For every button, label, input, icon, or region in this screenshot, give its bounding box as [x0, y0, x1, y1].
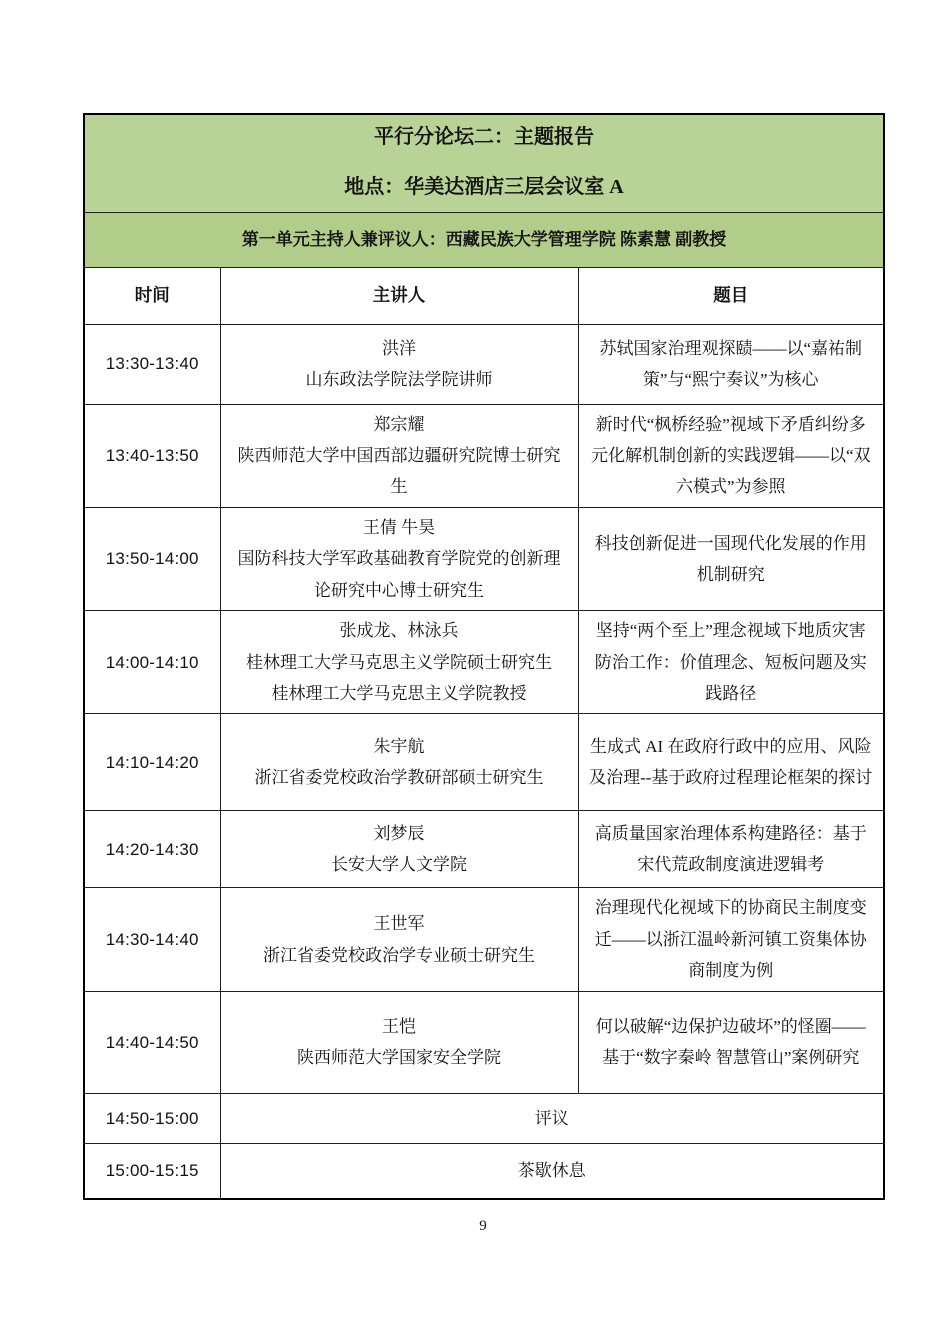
- time-cell: 15:00-15:15: [84, 1143, 220, 1199]
- topic-cell: 新时代“枫桥经验”视域下矛盾纠纷多元化解机制创新的实践逻辑——以“双六模式”为参照: [578, 404, 884, 507]
- footer-label-cell: 茶歇休息: [220, 1143, 884, 1199]
- speaker-cell: [220, 714, 578, 811]
- topic-cell: 科技创新促进一国现代化发展的作用机制研究: [578, 507, 884, 610]
- table-row: [84, 324, 884, 404]
- schedule-table: [83, 113, 885, 1200]
- session-host: 第一单元主持人兼评议人：西藏民族大学管理学院 陈素慧 副教授: [84, 212, 884, 267]
- table-footer-row: [84, 1093, 884, 1143]
- table-row: [84, 611, 884, 714]
- speaker-line: 王恺: [382, 1016, 416, 1036]
- table-row: [84, 991, 884, 1093]
- speaker-line: 山东政法学院法学院讲师: [305, 370, 493, 389]
- table-row: [84, 714, 884, 811]
- col-header-speaker: 主讲人: [220, 267, 578, 324]
- time-cell: 14:20-14:30: [84, 811, 220, 888]
- speaker-line: 桂林理工大学马克思主义学院硕士研究生: [246, 652, 552, 672]
- topic-cell: 何以破解“边保护边破坏”的怪圈——基于“数字秦岭 智慧管山”案例研究: [578, 991, 884, 1093]
- speaker-cell: [220, 811, 578, 888]
- time-cell: 13:40-13:50: [84, 404, 220, 507]
- speaker-line: 桂林理工大学马克思主义学院教授: [271, 684, 527, 703]
- speaker-line: 刘梦辰: [373, 824, 425, 843]
- col-header-time: 时间: [84, 267, 220, 324]
- time-cell: 14:10-14:20: [84, 714, 220, 811]
- speaker-cell: [220, 991, 578, 1093]
- speaker-cell: [220, 404, 578, 507]
- topic-cell: 治理现代化视域下的协商民主制度变迁——以浙江温岭新河镇工资集体协商制度为例: [578, 888, 884, 991]
- forum-header-cell: [84, 114, 884, 212]
- time-cell: 14:30-14:40: [84, 888, 220, 991]
- speaker-line: 朱宇航: [373, 737, 425, 756]
- col-header-topic: 题目: [578, 267, 884, 324]
- time-cell: 13:50-14:00: [84, 507, 220, 610]
- speaker-line: 浙江省委党校政治学专业硕士研究生: [263, 945, 535, 965]
- speaker-line: 王倩 牛昊: [362, 517, 436, 537]
- speaker-cell: [220, 507, 578, 610]
- topic-cell: 生成式 AI 在政府行政中的应用、风险及治理--基于政府过程理论框架的探讨: [578, 714, 884, 811]
- speaker-line: 浙江省委党校政治学教研部硕士研究生: [254, 768, 544, 788]
- speaker-line: 郑宗耀: [373, 414, 425, 434]
- time-cell: 14:40-14:50: [84, 991, 220, 1093]
- speaker-line: 王世军: [373, 914, 425, 934]
- speaker-line: 陕西师范大学国家安全学院: [297, 1048, 501, 1068]
- table-row: [84, 404, 884, 507]
- time-cell: 13:30-13:40: [84, 324, 220, 404]
- speaker-line: 国防科技大学军政基础教育学院党的创新理论研究中心博士研究生: [237, 549, 561, 600]
- speaker-line: 张成龙、林泳兵: [339, 621, 459, 641]
- footer-label-cell: 评议: [220, 1093, 884, 1143]
- session-host-row: [84, 212, 884, 267]
- table-row: [84, 507, 884, 610]
- time-cell: 14:50-15:00: [84, 1093, 220, 1143]
- speaker-cell: [220, 324, 578, 404]
- speaker-cell: [220, 888, 578, 991]
- speaker-line: 长安大学人文学院: [331, 855, 467, 875]
- column-header-row: [84, 267, 884, 324]
- page-number: 9: [479, 1218, 487, 1234]
- table-footer-row: [84, 1143, 884, 1199]
- speaker-line: 陕西师范大学中国西部边疆研究院博士研究生: [237, 445, 561, 497]
- table-row: [84, 811, 884, 888]
- forum-location: 地点：华美达酒店三层会议室 A: [344, 176, 624, 199]
- topic-cell: 坚持“两个至上”理念视域下地质灾害防治工作：价值理念、短板问题及实践路径: [578, 611, 884, 714]
- speaker-cell: [220, 611, 578, 714]
- speaker-line: 洪洋: [382, 338, 416, 358]
- forum-title: 平行分论坛二：主题报告: [374, 126, 594, 149]
- time-cell: 14:00-14:10: [84, 611, 220, 714]
- topic-cell: 高质量国家治理体系构建路径：基于宋代荒政制度演进逻辑考: [578, 811, 884, 888]
- topic-cell: 苏轼国家治理观探赜——以“嘉祐制策”与“熙宁奏议”为核心: [578, 324, 884, 404]
- forum-header-row: [84, 114, 884, 212]
- table-row: [84, 888, 884, 991]
